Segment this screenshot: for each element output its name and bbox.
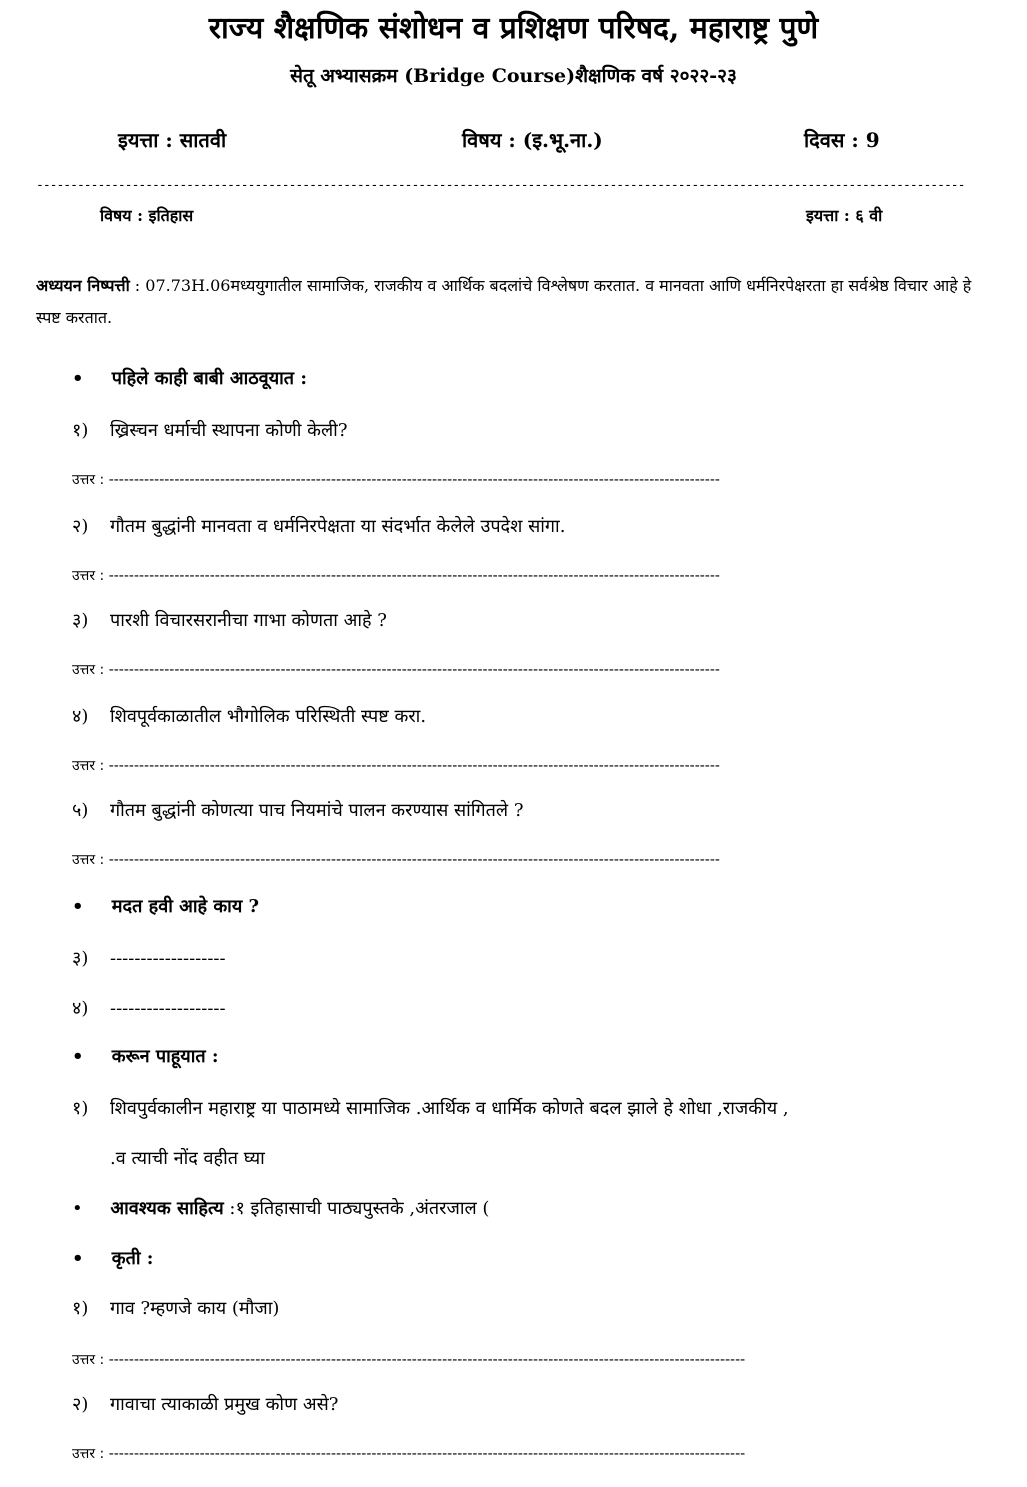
section-materials-text: :१ इतिहासाची पाठ्यपुस्तके ,अंतरजाल (	[223, 1198, 490, 1219]
item-number: ४)	[72, 998, 89, 1019]
grade-label: इयत्ता : सातवी	[118, 128, 227, 152]
question-text: गाव ?म्हणजे काय (मौजा)	[110, 1298, 280, 1319]
question-text: गौतम बुद्धांनी मानवता व धर्मनिरपेक्षता या संदर्भात केलेले उपदेश सांगा.	[110, 516, 566, 537]
section-activity-heading	[72, 1246, 153, 1270]
help-item	[72, 946, 226, 970]
section-materials-title: आवश्यक साहित्य	[110, 1198, 224, 1219]
question-number: ५)	[72, 800, 89, 821]
section-activity-title: कृती :	[111, 1248, 154, 1269]
answer-line[interactable]: उत्तर : ------------------------------------------------------------------------------------------------------------------------------	[72, 1352, 746, 1368]
question-text: पारशी विचारसरानीचा गाभा कोणता आहे ?	[110, 610, 387, 631]
page-subtitle: सेतू अभ्यासक्रम (Bridge Course)शैक्षणिक वर्ष २०२२-२३	[290, 65, 737, 87]
recall-question	[72, 608, 387, 632]
item-number: १)	[72, 1098, 89, 1119]
section-help-title: मदत हवी आहे काय ?	[111, 896, 260, 917]
bullet-icon: •	[72, 1046, 84, 1067]
question-number: ३)	[72, 610, 89, 631]
question-text: ख्रिस्चन धर्माची स्थापना कोणी केली?	[110, 420, 348, 441]
recall-question	[72, 704, 426, 728]
question-text: गौतम बुद्धांनी कोणत्या पाच नियमांचे पालन करण्यास सांगितले ?	[110, 800, 524, 821]
learning-outcome-text: : 07.73H.06मध्ययुगातील सामाजिक, राजकीय व आर्थिक बदलांचे विश्लेषण करतात. व मानवता आणि धर्मनिरपेक्षरता हा सर्वश्रेष्ठ विचार आहे हे स्पष्ट करतात.	[36, 276, 972, 327]
section-recall-title: पहिले काही बाबी आठवूयात :	[111, 368, 307, 389]
bullet-icon: •	[72, 1248, 84, 1269]
answer-line[interactable]: उत्तर : ------------------------------------------------------------------------------------------------------------------------------	[72, 1446, 746, 1462]
answer-line[interactable]: उत्तर : -------------------------------------------------------------------------------------------------------------------------	[72, 568, 720, 584]
item-number: ३)	[72, 948, 89, 969]
answer-line[interactable]: उत्तर : -------------------------------------------------------------------------------------------------------------------------	[72, 662, 720, 678]
bullet-icon: •	[72, 1198, 83, 1219]
question-number: ४)	[72, 706, 89, 727]
try-item	[72, 1096, 789, 1120]
try-item-line1: शिवपुर्वकालीन महाराष्ट्र या पाठामध्ये सामाजिक .आर्थिक व धार्मिक कोणते बदल झाले हे शोधा ,राजकीय ,	[110, 1098, 789, 1119]
item-blank[interactable]: -------------------	[110, 948, 226, 969]
question-number: २)	[72, 1394, 89, 1415]
sub-subject-label: विषय : इतिहास	[100, 206, 194, 225]
section-materials	[72, 1196, 489, 1220]
activity-question	[72, 1392, 338, 1416]
section-try-heading	[72, 1044, 219, 1068]
question-text: गावाचा त्याकाळी प्रमुख कोण असे?	[110, 1394, 339, 1415]
answer-line[interactable]: उत्तर : -------------------------------------------------------------------------------------------------------------------------	[72, 852, 720, 868]
sub-grade-label: इयत्ता : ६ वी	[806, 206, 883, 225]
section-recall-heading	[72, 366, 307, 390]
item-blank[interactable]: -------------------	[110, 998, 226, 1019]
learning-outcome-label: अध्ययन निष्पत्ती	[36, 276, 130, 295]
bullet-icon: •	[72, 896, 84, 917]
try-item-line2: .व त्याची नोंद वहीत घ्या	[110, 1148, 265, 1169]
subject-label: विषय : (इ.भू.ना.)	[462, 128, 603, 152]
learning-outcome	[36, 270, 976, 334]
answer-line[interactable]: उत्तर : -------------------------------------------------------------------------------------------------------------------------	[72, 758, 720, 774]
help-item	[72, 996, 226, 1020]
question-number: १)	[72, 1298, 89, 1319]
recall-question	[72, 514, 565, 538]
question-text: शिवपूर्वकाळातील भौगोलिक परिस्थिती स्पष्ट करा.	[110, 706, 427, 727]
bullet-icon: •	[72, 368, 84, 389]
question-number: १)	[72, 420, 89, 441]
page-title: राज्य शैक्षणिक संशोधन व प्रशिक्षण परिषद, महाराष्ट्र पुणे	[208, 11, 819, 46]
section-try-title: करून पाहूयात :	[111, 1046, 219, 1067]
recall-question	[72, 418, 347, 442]
activity-question	[72, 1296, 279, 1320]
answer-line[interactable]: उत्तर : -------------------------------------------------------------------------------------------------------------------------	[72, 472, 720, 488]
day-label: दिवस : 9	[804, 128, 880, 152]
question-number: २)	[72, 516, 89, 537]
section-help-heading	[72, 894, 259, 918]
recall-question	[72, 798, 523, 822]
divider-line: ----------------------------------------------------------------------------------------------------------------------------------------	[36, 178, 965, 193]
